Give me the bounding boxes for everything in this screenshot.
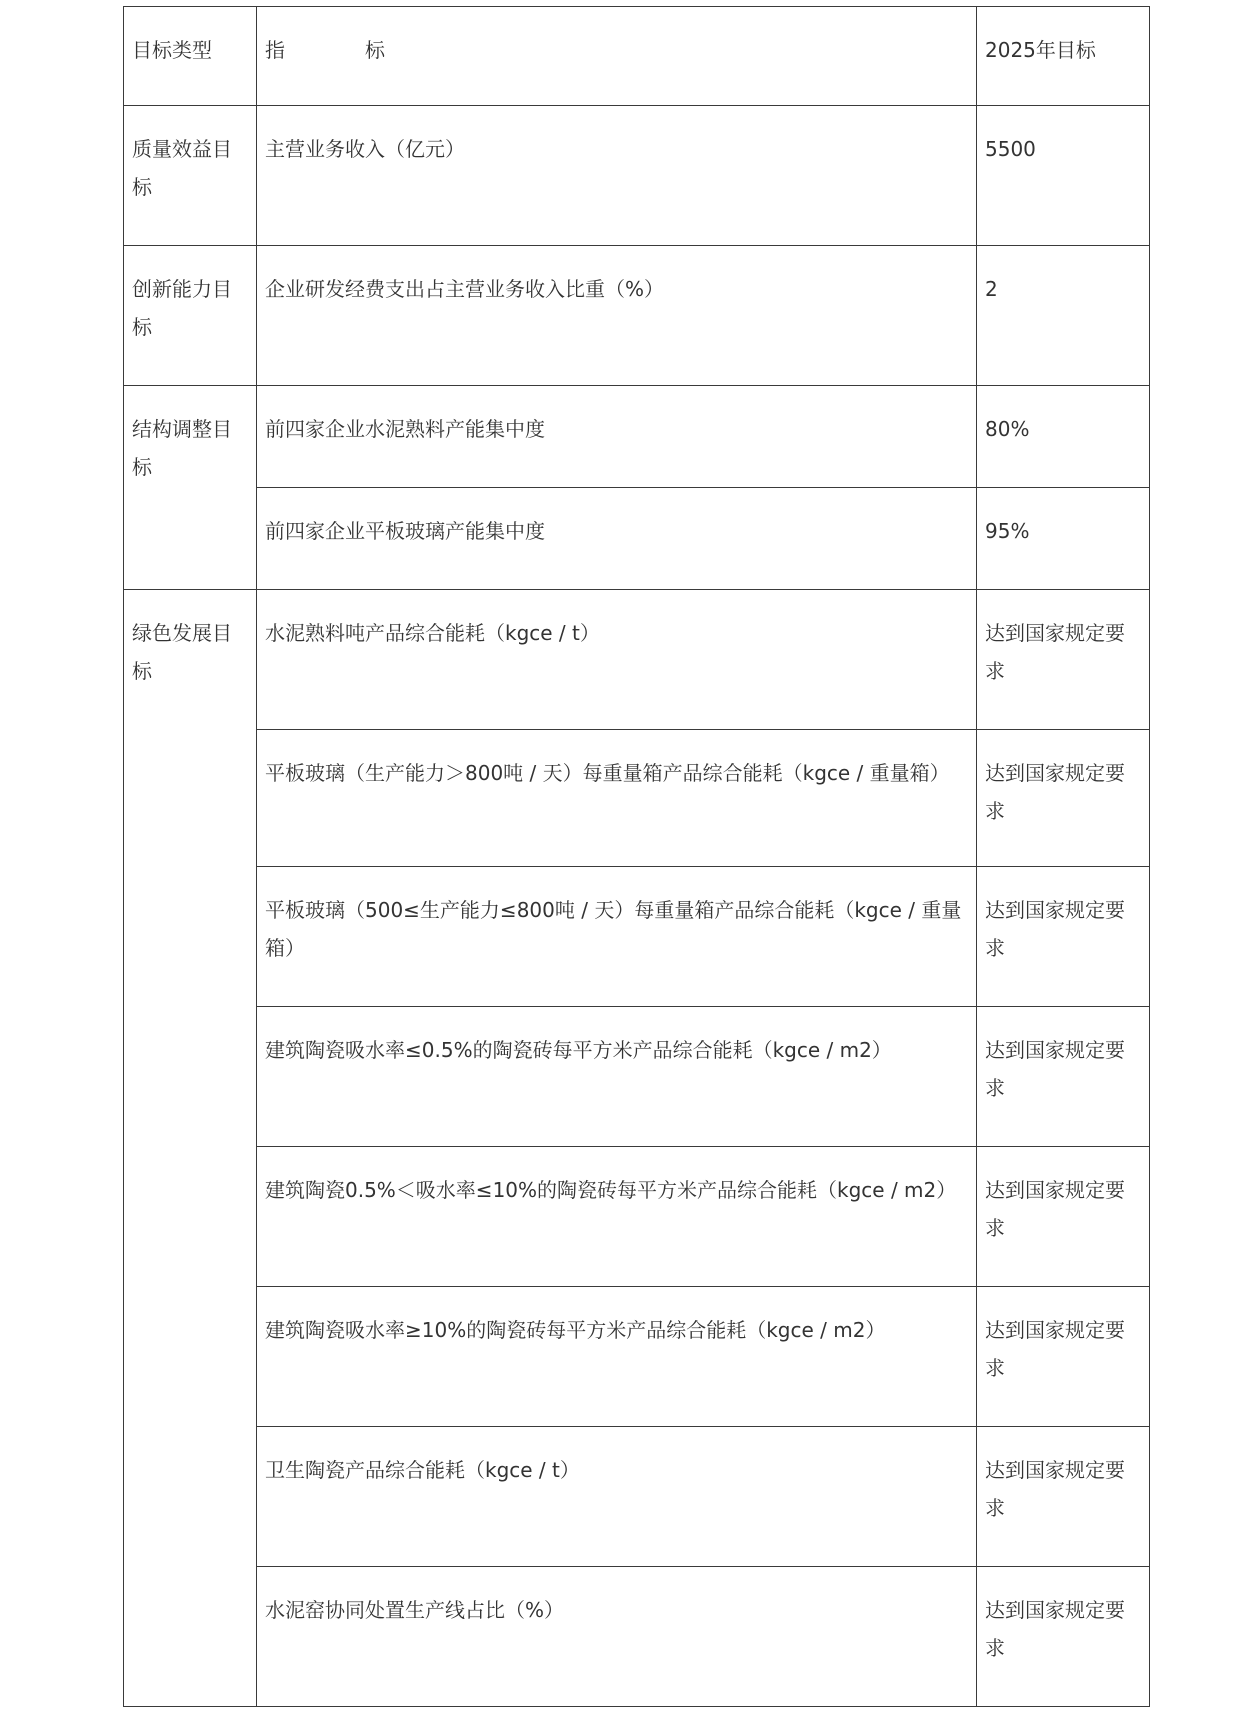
row-target-value: 达到国家规定要求 — [977, 1427, 1150, 1567]
row-indicator: 建筑陶瓷0.5%＜吸水率≤10%的陶瓷砖每平方米产品综合能耗（kgce / m2） — [257, 1147, 977, 1287]
row-target-type: 创新能力目标 — [124, 246, 257, 386]
row-indicator: 前四家企业平板玻璃产能集中度 — [257, 488, 977, 590]
row-target-value: 2 — [977, 246, 1150, 386]
table-row — [124, 386, 1150, 488]
row-target-type: 绿色发展目标 — [124, 590, 257, 1707]
row-indicator: 卫生陶瓷产品综合能耗（kgce / t） — [257, 1427, 977, 1567]
table-row — [124, 730, 1150, 867]
row-target-value: 达到国家规定要求 — [977, 1287, 1150, 1427]
row-target-value: 达到国家规定要求 — [977, 867, 1150, 1007]
row-target-value: 达到国家规定要求 — [977, 1147, 1150, 1287]
row-target-value: 80% — [977, 386, 1150, 488]
row-indicator: 前四家企业水泥熟料产能集中度 — [257, 386, 977, 488]
table-row — [124, 106, 1150, 246]
targets-table — [123, 6, 1150, 1707]
row-target-value: 达到国家规定要求 — [977, 1567, 1150, 1707]
row-target-value: 5500 — [977, 106, 1150, 246]
table-row — [124, 867, 1150, 1007]
row-target-value: 达到国家规定要求 — [977, 730, 1150, 867]
row-indicator: 企业研发经费支出占主营业务收入比重（%） — [257, 246, 977, 386]
table-row — [124, 1147, 1150, 1287]
table-row — [124, 246, 1150, 386]
row-indicator: 主营业务收入（亿元） — [257, 106, 977, 246]
table-row — [124, 488, 1150, 590]
table-row — [124, 1007, 1150, 1147]
row-target-type: 质量效益目标 — [124, 106, 257, 246]
row-indicator: 平板玻璃（生产能力＞800吨 / 天）每重量箱产品综合能耗（kgce / 重量箱） — [257, 730, 977, 867]
header-indicator-char-2: 标 — [365, 38, 385, 62]
document-page — [123, 6, 1149, 1707]
row-target-value: 达到国家规定要求 — [977, 1007, 1150, 1147]
header-indicator — [257, 7, 977, 106]
row-indicator: 水泥熟料吨产品综合能耗（kgce / t） — [257, 590, 977, 730]
header-indicator-char-1: 指 — [265, 38, 285, 62]
row-target-type: 结构调整目标 — [124, 386, 257, 590]
row-target-value: 95% — [977, 488, 1150, 590]
row-indicator: 建筑陶瓷吸水率≥10%的陶瓷砖每平方米产品综合能耗（kgce / m2） — [257, 1287, 977, 1427]
row-indicator: 水泥窑协同处置生产线占比（%） — [257, 1567, 977, 1707]
table-row — [124, 1427, 1150, 1567]
table-row — [124, 1287, 1150, 1427]
header-target-type: 目标类型 — [124, 7, 257, 106]
row-indicator: 建筑陶瓷吸水率≤0.5%的陶瓷砖每平方米产品综合能耗（kgce / m2） — [257, 1007, 977, 1147]
header-2025-target: 2025年目标 — [977, 7, 1150, 106]
row-indicator: 平板玻璃（500≤生产能力≤800吨 / 天）每重量箱产品综合能耗（kgce / 重量箱） — [257, 867, 977, 1007]
table-row — [124, 590, 1150, 730]
table-header-row — [124, 7, 1150, 106]
table-row — [124, 1567, 1150, 1707]
row-target-value: 达到国家规定要求 — [977, 590, 1150, 730]
